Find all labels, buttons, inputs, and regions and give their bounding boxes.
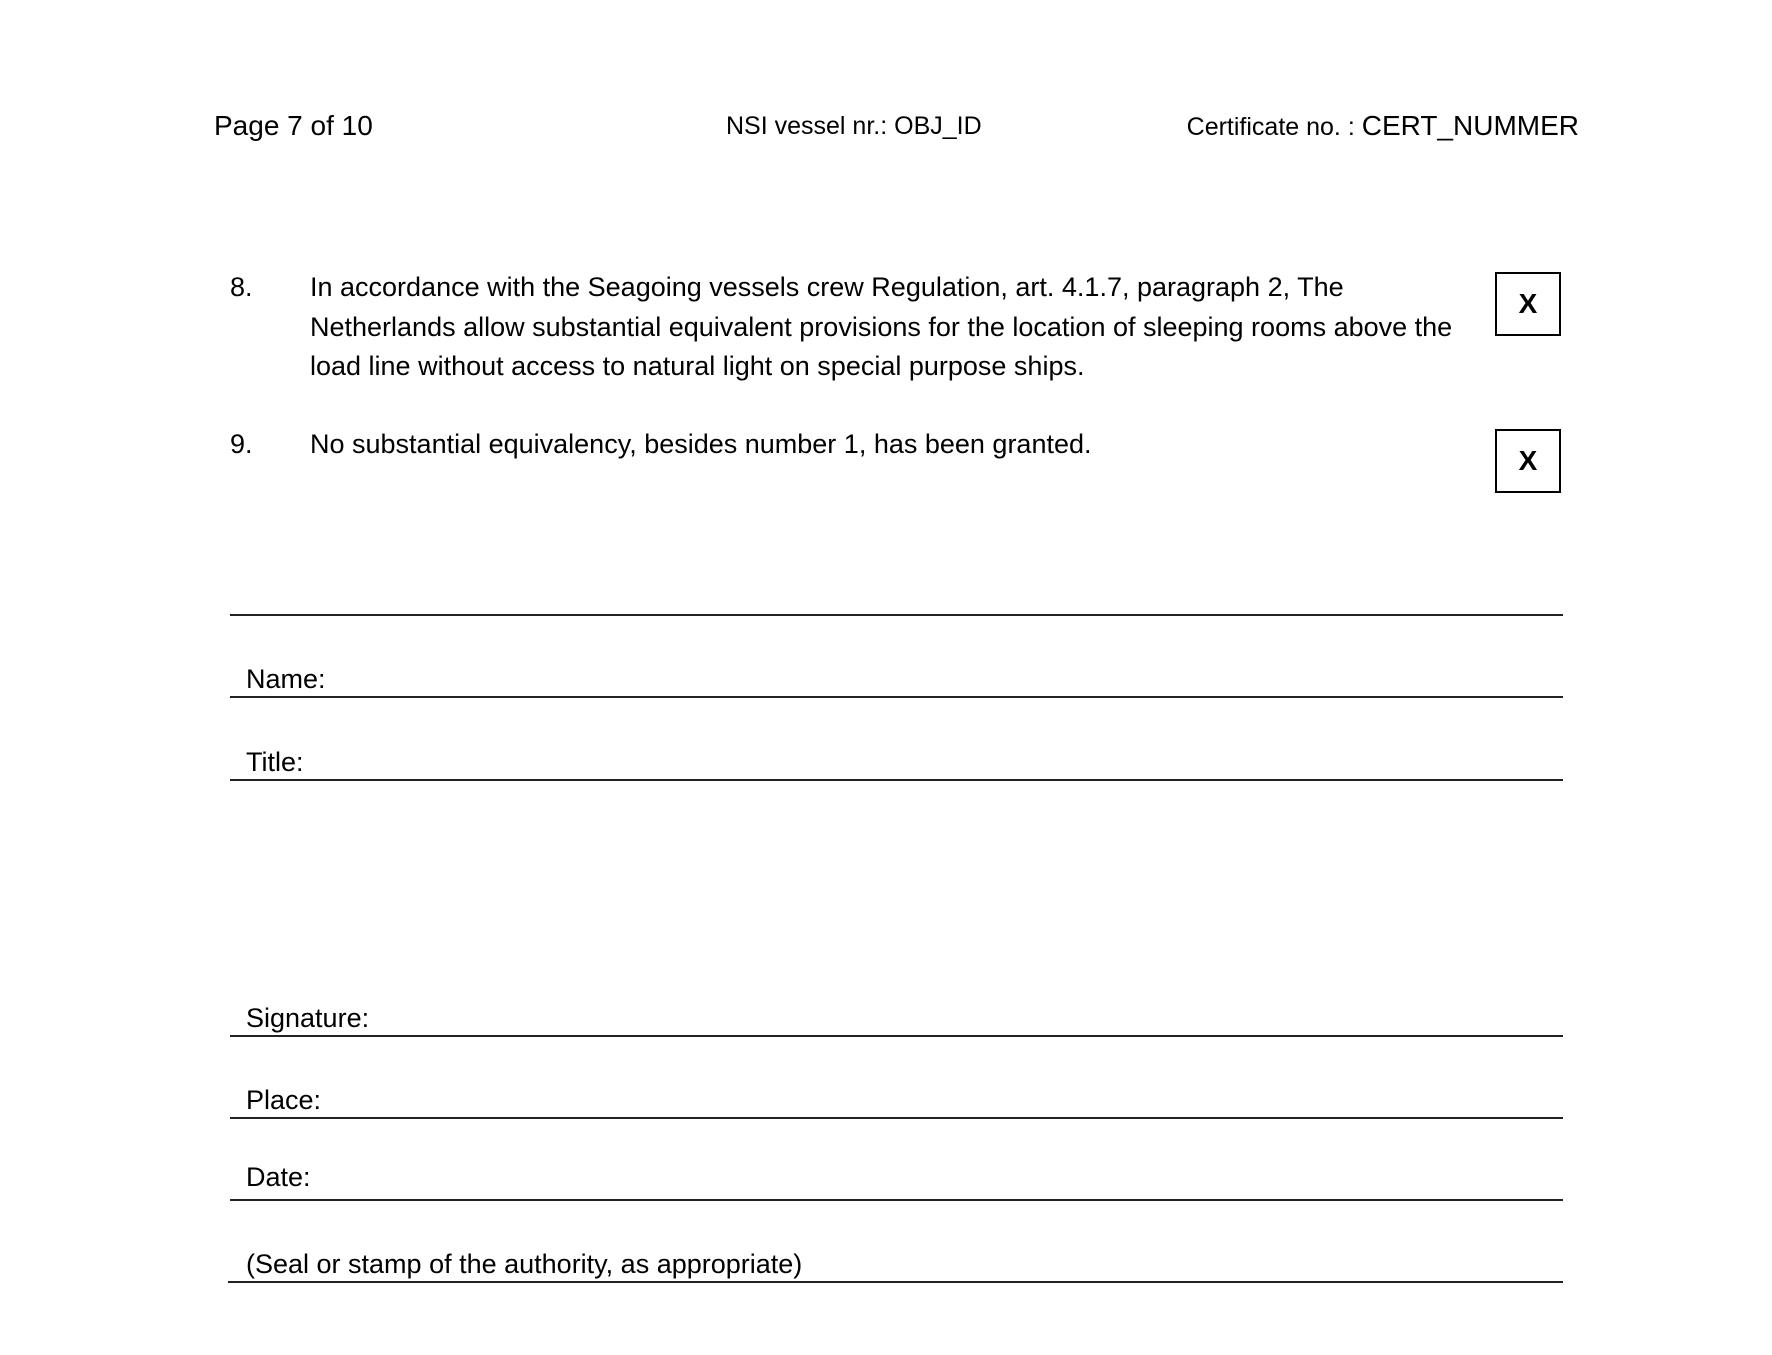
item-number: 9. [230, 429, 253, 459]
place-label: Place: [246, 1085, 322, 1115]
item-checkbox[interactable]: X [1495, 272, 1561, 336]
divider [230, 614, 1563, 616]
certificate-number [1187, 108, 1579, 145]
title-label: Title: [246, 747, 304, 777]
certificate-number-value: CERT_NUMMER [1361, 110, 1579, 141]
item-text: In accordance with the Seagoing vessels crew Regulation, art. 4.1.7, paragraph 2, The Netherlands allow substantial equivalent provisions for the location of sleeping rooms above the load line without access to natural light on special purpose ships. [310, 272, 1453, 381]
item-text: No substantial equivalency, besides number 1, has been granted. [310, 429, 1092, 459]
date-label: Date: [246, 1162, 311, 1192]
place-field[interactable] [230, 1117, 1563, 1119]
item-checkbox[interactable]: X [1495, 429, 1561, 493]
certificate-number-label: Certificate no. : [1186, 113, 1362, 141]
item-number: 8. [230, 272, 253, 302]
vessel-number-label: NSI vessel nr.: [726, 112, 895, 140]
page-number: Page 7 of 10 [214, 110, 373, 141]
vessel-number-value: OBJ_ID [894, 112, 982, 140]
seal-field[interactable] [228, 1281, 1563, 1283]
name-field[interactable] [230, 696, 1563, 698]
signature-field[interactable] [230, 1035, 1563, 1037]
seal-label: (Seal or stamp of the authority, as appropriate) [246, 1249, 803, 1279]
date-field[interactable] [230, 1199, 1563, 1201]
title-field[interactable] [230, 779, 1563, 781]
signature-label: Signature: [246, 1003, 370, 1033]
name-label: Name: [246, 664, 326, 694]
vessel-number [726, 108, 982, 144]
